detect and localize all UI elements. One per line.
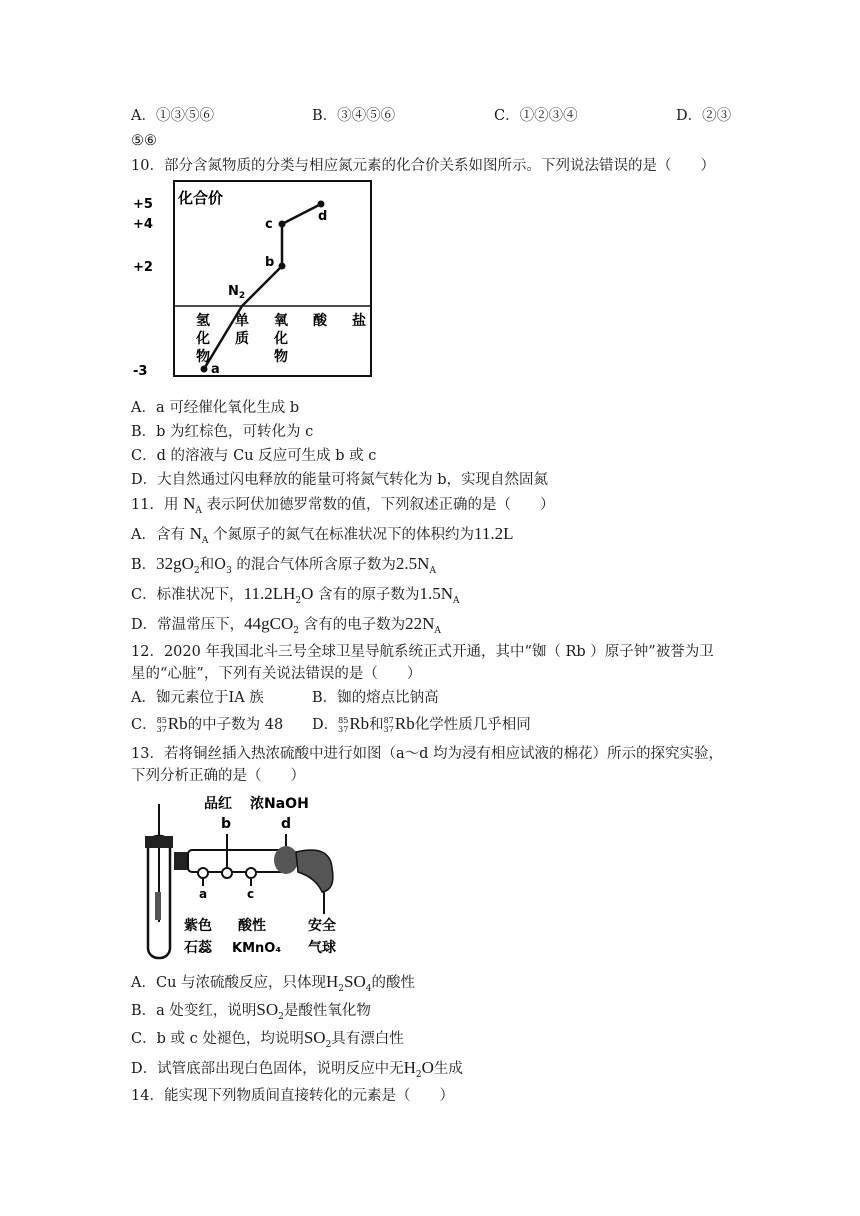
q13-stem-line1: 13．若将铜丝插入热浓硫酸中进行如图（a～d 均为浸有相应试液的棉花）所示的探究实验，: [131, 746, 723, 762]
q9-option-c: C．①②③④: [494, 108, 578, 124]
q9-option-b: B．③④⑤⑥: [312, 108, 396, 124]
label-d: d: [318, 209, 328, 224]
q13-option-a: A．Cu 与浓硫酸反应，只体现$H_2SO_4$的酸性: [131, 972, 415, 994]
cotton-d: [274, 846, 298, 874]
q12-option-b: B．铷的熔点比钠高: [312, 690, 439, 706]
cotton-a: [198, 868, 208, 878]
fig-label-b: b: [221, 816, 232, 832]
q11-stem: 11．用 $N_A$ 表示阿伏加德罗常数的值，下列叙述正确的是（ ）: [131, 494, 555, 516]
category-oxide: 氧化物: [274, 313, 288, 365]
q14-stem: 14．能实现下列物质间直接转化的元素是（ ）: [131, 1088, 454, 1104]
y-tick-plus4: +4: [133, 217, 153, 232]
q12-option-c: C．85 37Rb的中子数为 48: [131, 714, 284, 734]
fig-label-a: a: [199, 887, 208, 901]
copper-coil: [155, 892, 161, 920]
q13-stem-line2: 下列分析正确的是（ ）: [131, 768, 305, 784]
q10-option-d: D．大自然通过闪电释放的能量可将氮气转化为 b，实现自然固氮: [131, 472, 549, 488]
category-salt: 盐: [352, 313, 366, 329]
label-a: a: [211, 362, 220, 377]
q9-option-d-wrap: ⑤⑥: [131, 133, 157, 149]
y-tick-minus3: -3: [133, 364, 148, 379]
q12-stem-line2: 星的“心脏”，下列有关说法错误的是（ ）: [131, 666, 422, 682]
label-n2: $N_2$: [228, 284, 246, 301]
q10-stem: 10．部分含氮物质的分类与相应氮元素的化合价关系如图所示。下列说法错误的是（ ）: [131, 158, 715, 174]
nitrogen-valence-figure: [131, 176, 381, 382]
q13-option-b: B．a 处变红，说明$SO_2$是酸性氧化物: [131, 1000, 371, 1022]
label-kmno4: KMnO₄: [232, 941, 282, 956]
label-suanxing: 酸性: [238, 918, 266, 934]
tube-stopper: [145, 836, 173, 848]
label-c: c: [265, 217, 273, 232]
q10-option-b: B．b 为红棕色，可转化为 c: [131, 424, 314, 440]
cotton-c: [246, 868, 256, 878]
q11-option-d: D．常温常压下，44gCO$_2$ 含有的电子数为$22N_A$: [131, 614, 441, 636]
fig-label-d: d: [281, 816, 292, 832]
category-acid: 酸: [313, 313, 327, 329]
q11-option-a: A．含有 $N_A$ 个氮原子的氮气在标准状况下的体积约为11.2L: [131, 524, 514, 546]
category-element: 单质: [235, 313, 249, 347]
safety-balloon: [296, 850, 333, 892]
label-pinhong: 品红: [204, 796, 232, 812]
q12-stem-line1: 12．2020 年我国北斗三号全球卫星导航系统正式开通，其中“铷（ Rb ）原子钟”被誉为卫: [131, 644, 714, 660]
label-shirui: 石蕊: [184, 940, 212, 956]
label-naoh: 浓NaOH: [250, 796, 309, 812]
q12-option-d: D．85 37Rb和87 37Rb化学性质几乎相同: [312, 714, 531, 734]
copper-sulfuric-acid-apparatus: [140, 794, 352, 966]
label-zise: 紫色: [184, 918, 212, 934]
cotton-b: [222, 868, 232, 878]
fig-label-c: c: [247, 887, 255, 901]
q9-option-a: A．①③⑤⑥: [131, 108, 214, 124]
label-qiqiu: 气球: [308, 940, 336, 956]
point-a: [201, 366, 208, 373]
y-tick-plus2: +2: [133, 260, 153, 275]
y-tick-plus5: +5: [133, 197, 153, 212]
category-hydride: 氢化物: [196, 313, 210, 365]
point-c: [279, 221, 286, 228]
point-d: [318, 201, 325, 208]
q9-option-d: D．②③: [676, 108, 732, 124]
label-anquan: 安全: [308, 918, 336, 934]
point-b: [279, 263, 286, 270]
chart-title: 化合价: [178, 189, 224, 207]
q13-option-d: D．试管底部出现白色固体，说明反应中无$H_2O$生成: [131, 1058, 463, 1080]
connector: [174, 852, 188, 870]
q11-option-b: B．$32gO_2$和$O_3$ 的混合气体所含原子数为$2.5N_A$: [131, 554, 436, 576]
q10-option-c: C．d 的溶液与 Cu 反应可生成 b 或 c: [131, 448, 377, 464]
q10-option-a: A．a 可经催化氧化生成 b: [131, 400, 300, 416]
label-b: b: [265, 255, 275, 270]
q11-option-c: C．标准状况下，$11.2LH_2O$ 含有的原子数为$1.5N_A$: [131, 584, 460, 606]
q12-option-a: A．铷元素位于ⅠA 族: [131, 690, 264, 706]
q13-option-c: C．b 或 c 处褪色，均说明$SO_2$具有漂白性: [131, 1028, 404, 1050]
